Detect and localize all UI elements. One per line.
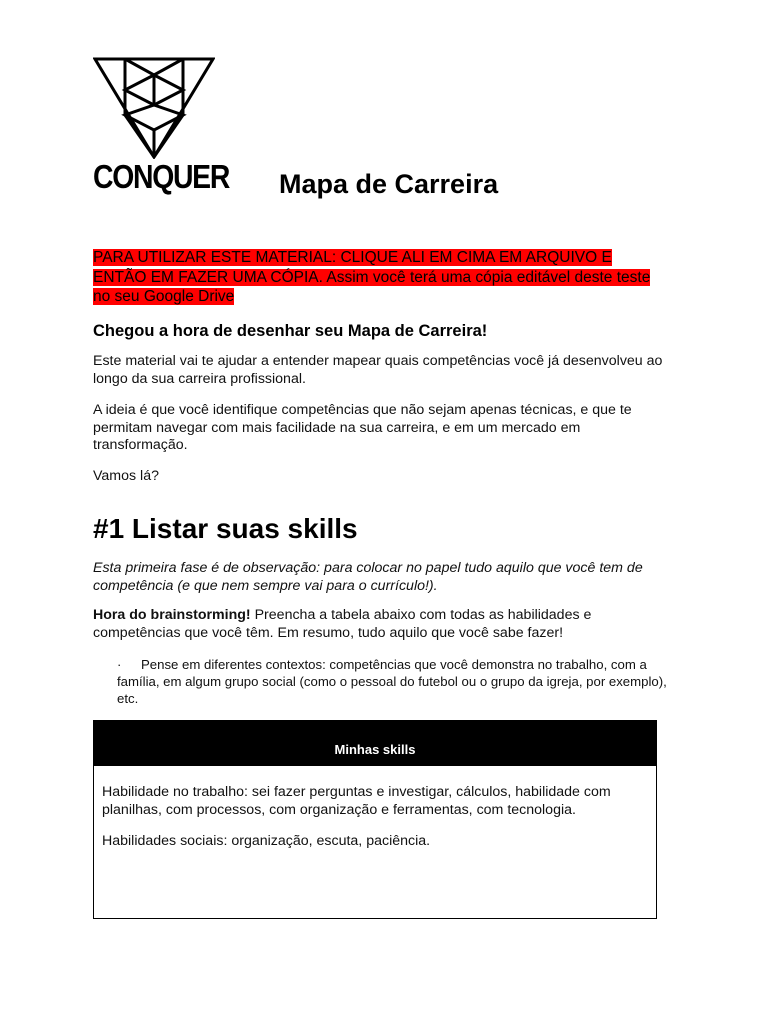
skills-table-cell[interactable]: [94, 766, 656, 851]
page-title: Mapa de Carreira: [279, 169, 499, 199]
skills-row-work: Habilidade no trabalho: sei fazer perguntas e investigar, cálculos, habilidade com planilhas, com processos, com organização e ferramentas, com tecnologia.: [102, 784, 611, 818]
triangle-cube-icon: [93, 57, 215, 159]
paragraph-lets-go: Vamos lá?: [93, 468, 159, 484]
bullet-text: Pense em diferentes contextos: competências que você demonstra no trabalho, com a família, em algum grupo social (como o pessoal do futebol ou o grupo da igreja, por exemplo), etc.: [117, 657, 667, 706]
paragraph-idea: A ideia é que você identifique competências que não sejam apenas técnicas, e que te permitam navegar com mais facilidade na sua carreira, e em um mercado em transformação.: [93, 402, 632, 453]
bullet-marker: ·: [117, 657, 122, 672]
logo-wordmark: CONQUER: [93, 158, 230, 195]
brainstorm-label: Hora do brainstorming!: [93, 607, 251, 623]
section-title: #1 Listar suas skills: [93, 513, 358, 544]
section-intro: Esta primeira fase é de observação: para colocar no papel tudo aquilo que você tem de competência (e que nem sempre vai para o currículo!).: [93, 560, 643, 594]
brainstorm-text: Preencha a tabela abaixo com todas as habilidades e competências que você têm. Em resumo, tudo aquilo que você sabe fazer!: [93, 607, 592, 641]
notice-highlight: PARA UTILIZAR ESTE MATERIAL: CLIQUE ALI EM CIMA EM ARQUIVO E ENTÃO EM FAZER UMA CÓPIA. Assim você terá uma cópia editável deste teste no seu Google Drive: [93, 249, 651, 305]
skills-row-social: Habilidades sociais: organização, escuta, paciência.: [102, 833, 431, 849]
list-item: [117, 656, 677, 707]
copy-instructions-notice: [93, 248, 653, 307]
intro-heading: Chegou a hora de desenhar seu Mapa de Carreira!: [93, 322, 488, 340]
paragraph-purpose: Este material vai te ajudar a entender mapear quais competências você já desenvolveu ao longo da sua carreira profissional.: [93, 353, 663, 387]
skills-table-header: Minhas skills: [94, 721, 656, 766]
brainstorm-paragraph: [93, 607, 678, 642]
skills-table: [93, 720, 657, 919]
conquer-logo: [93, 57, 230, 195]
